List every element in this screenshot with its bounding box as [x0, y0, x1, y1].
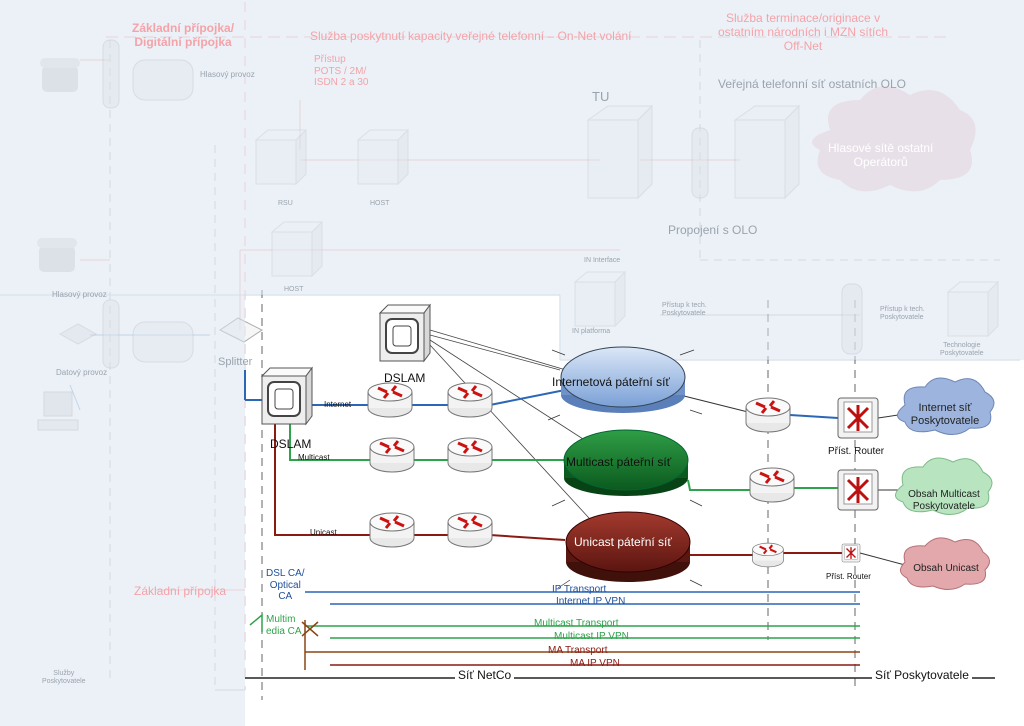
label-line: Poskytovatele: [910, 414, 980, 427]
label-tech-access-right: [880, 306, 925, 322]
label-dslam: DSLAM: [270, 437, 312, 451]
access-router-icon: [838, 470, 878, 510]
label-tech-access-left: [662, 302, 707, 318]
router-icon: [750, 468, 794, 502]
label-provider-network: Síť Poskytovatele: [872, 669, 972, 683]
label-olo-interconnect: Propojení s OLO: [668, 223, 758, 237]
label-other-olo-network: Veřejná telefonní síť ostatních OLO: [718, 77, 906, 91]
label-basic-access-2: Základní přípojka: [134, 584, 227, 598]
label-line: Služba terminace/originace v: [725, 11, 881, 25]
label-internet-backbone: Internetová páteřní síť: [552, 375, 670, 389]
label-access-pots: [314, 54, 368, 89]
router-icon: [448, 513, 492, 547]
label-voice-networks: [828, 142, 933, 170]
label-line: Technologie: [943, 342, 981, 349]
access-router-icon: [842, 544, 860, 562]
router-icon: [368, 383, 412, 417]
label-voice-traffic-2: Hlasový provoz: [52, 290, 107, 299]
access-router-icon: [838, 398, 878, 438]
label-multicast-link: Multicast: [298, 453, 330, 462]
label-basic-access: [132, 22, 234, 50]
label-line: Přístup k tech.: [880, 306, 925, 313]
label-multimedia-ca: [266, 614, 302, 637]
router-icon: [370, 438, 414, 472]
label-host: HOST: [284, 286, 304, 293]
label-line: Multim: [266, 614, 296, 625]
label-line: Základní přípojka/: [132, 21, 235, 35]
label-host: HOST: [370, 200, 390, 207]
label-line: Služby: [53, 670, 75, 677]
label-line: POTS / 2M/: [314, 65, 367, 77]
label-multicast-ip-vpn: Multicast IP VPN: [554, 631, 629, 642]
router-icon: [370, 513, 414, 547]
label-internet-provider: [910, 402, 980, 427]
label-provider-technology: [940, 342, 984, 358]
label-line: ostatním národních i MZN sítích: [718, 24, 889, 39]
label-internet-ip-vpn: Internet IP VPN: [556, 596, 626, 607]
label-rsu: RSU: [278, 200, 293, 207]
label-ma-ip-vpn: MA IP VPN: [570, 658, 620, 669]
dslam-icon: [262, 368, 312, 424]
label-line: Přístup k tech.: [662, 302, 707, 309]
dslam-icon: [380, 305, 430, 361]
label-termination-service: [718, 12, 888, 53]
label-multicast-content: [904, 489, 984, 512]
label-line: DSL CA/: [266, 568, 305, 579]
label-tu: TU: [592, 89, 610, 104]
router-icon: [448, 383, 492, 417]
label-line: Poskytovatele: [912, 500, 976, 512]
label-dslam: DSLAM: [384, 371, 426, 385]
label-access-router: Příst. Router: [828, 446, 885, 457]
label-line: CA: [278, 591, 293, 602]
router-icon: [746, 398, 790, 432]
label-line: Poskytovatele: [880, 314, 924, 322]
label-unicast-link: Unicast: [310, 528, 337, 537]
label-line: Poskytovatele: [42, 678, 86, 686]
label-ip-transport: IP Transport: [552, 584, 607, 595]
label-line: Poskytovatele: [940, 350, 984, 358]
label-splitter: Splitter: [218, 356, 253, 368]
label-netco: Síť NetCo: [455, 669, 514, 683]
label-in-platform: IN platforma: [572, 328, 611, 335]
label-provider-services: [42, 670, 86, 686]
label-line: Digitální přípojka: [134, 34, 232, 49]
label-ma-transport: MA Transport: [548, 645, 608, 656]
label-data-traffic: Datový provoz: [56, 368, 108, 377]
label-multicast-backbone: Multicast páteřní síť: [566, 455, 672, 469]
label-line: Obsah Multicast: [908, 489, 980, 500]
label-line: Poskytovatele: [662, 310, 706, 318]
label-line: ISDN 2 a 30: [314, 77, 369, 88]
label-line: Optical: [269, 579, 301, 591]
overlay-panel-left: [0, 295, 245, 726]
label-line: Hlasové sítě ostatní: [828, 141, 934, 155]
label-in-interface: IN Interface: [584, 257, 621, 264]
label-unicast-content: Obsah Unicast: [913, 563, 979, 574]
label-unicast-backbone: Unicast páteřní síť: [574, 535, 672, 549]
label-dsl-optical-ca: [266, 568, 305, 603]
label-line: Internet síť: [918, 402, 972, 414]
label-access-router: Příst. Router: [826, 572, 871, 581]
label-onnet-service: Služba poskytnutí kapacity veřejné telefonní – On-Net volání: [310, 29, 632, 43]
label-line: Přístup: [314, 54, 346, 65]
label-voice-traffic: Hlasový provoz: [200, 70, 255, 79]
label-line: Off-Net: [783, 38, 823, 53]
router-icon: [753, 543, 784, 567]
label-multicast-transport: Multicast Transport: [534, 618, 619, 629]
label-line: Operátorů: [853, 154, 908, 169]
label-internet-link: Internet: [324, 400, 352, 409]
router-icon: [448, 438, 492, 472]
label-line: edia CA: [266, 625, 302, 637]
